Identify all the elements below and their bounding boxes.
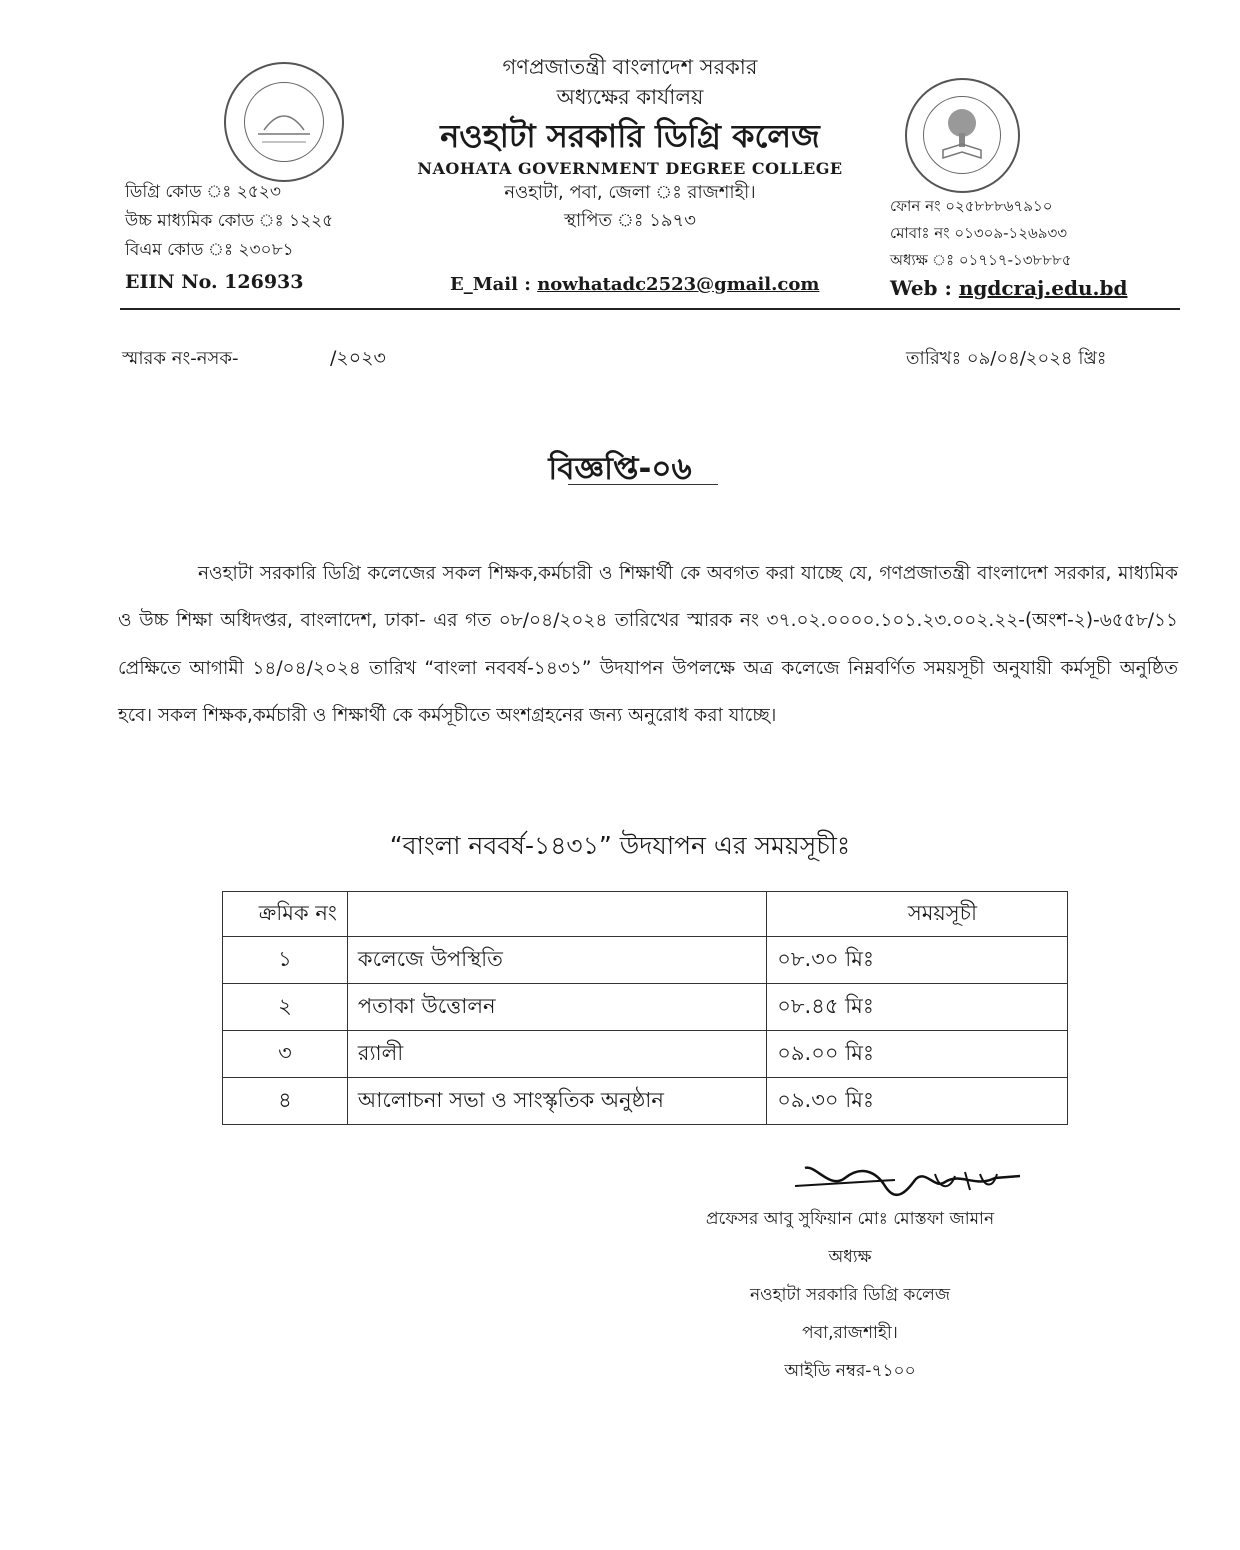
- eiin-number: EIIN No. 126933: [125, 271, 304, 293]
- email-line: [450, 274, 819, 295]
- row-program: পতাকা উত্তোলন: [347, 984, 766, 1031]
- row-serial: ৪: [223, 1078, 348, 1125]
- schedule-table: [222, 891, 1068, 1125]
- header-divider: [120, 308, 1180, 310]
- office-name: অধ্যক্ষের কার্যালয়: [556, 85, 704, 109]
- memo-year: /২০২৩: [330, 347, 386, 369]
- signatory-id: আইডি নম্বর-৭১০০: [784, 1361, 916, 1381]
- row-serial: ১: [223, 937, 348, 984]
- schedule-title: “বাংলা নববর্ষ-১৪৩১” উদযাপন এর সময়সূচীঃ: [389, 831, 851, 860]
- signatory-designation: অধ্যক্ষ: [828, 1247, 872, 1267]
- header-serial: ক্রমিক নং: [223, 892, 348, 937]
- table-row: [223, 984, 1068, 1031]
- web-link[interactable]: ngdcraj.edu.bd: [958, 276, 1128, 300]
- phone-number: ফোন নং ০২৫৮৮৮৬৭৯১০: [890, 197, 1053, 215]
- notice-body: [118, 550, 1178, 739]
- mobile-number: মোবাঃ নং ০১৩০৯-১২৬৯৩৩: [890, 224, 1068, 242]
- row-program: র‍্যালী: [347, 1031, 766, 1078]
- row-serial: ২: [223, 984, 348, 1031]
- row-serial: ৩: [223, 1031, 348, 1078]
- college-seal-left: [224, 62, 344, 182]
- table-row: [223, 1031, 1068, 1078]
- college-seal-right: [905, 78, 1020, 193]
- college-codes: [125, 178, 385, 265]
- college-name-en: NAOHATA GOVERNMENT DEGREE COLLEGE: [417, 159, 843, 178]
- table-row: [223, 1078, 1068, 1125]
- notice-title-underline: [568, 484, 718, 485]
- govt-name: গণপ্রজাতন্ত্রী বাংলাদেশ সরকার: [502, 55, 758, 79]
- degree-code: ডিগ্রি কোড ঃ ২৫২৩: [125, 182, 281, 202]
- row-program: কলেজে উপস্থিতি: [347, 937, 766, 984]
- hsc-code: উচ্চ মাধ্যমিক কোড ঃ ১২২৫: [125, 211, 334, 231]
- contact-numbers: [890, 193, 1150, 274]
- letterhead: [380, 52, 880, 236]
- college-address: নওহাটা, পবা, জেলা ঃ রাজশাহী।: [504, 182, 756, 203]
- principal-number: অধ্যক্ষ ঃ ০১৭১৭-১৩৮৮৮৫: [890, 251, 1072, 269]
- email-link[interactable]: nowhatadc2523@gmail.com: [537, 274, 820, 295]
- row-program: আলোচনা সভা ও সাংস্কৃতিক অনুষ্ঠান: [347, 1078, 766, 1125]
- notice-title: বিজ্ঞপ্তি-০৬: [548, 451, 692, 487]
- table-header-row: [223, 892, 1068, 937]
- email-label: E_Mail :: [450, 274, 531, 295]
- bm-code: বিএম কোড ঃ ২৩০৮১: [125, 240, 294, 260]
- header-program: [347, 892, 766, 937]
- row-time: ০৮.৪৫ মিঃ: [767, 984, 1068, 1031]
- signatory-institution: নওহাটা সরকারি ডিগ্রি কলেজ: [749, 1285, 951, 1305]
- notice-date: তারিখঃ ০৯/০৪/২০২৪ খ্রিঃ: [906, 348, 1107, 369]
- signatory-name: প্রফেসর আবু সুফিয়ান মোঃ মোস্তফা জামান: [705, 1209, 995, 1229]
- row-time: ০৮.৩০ মিঃ: [767, 937, 1068, 984]
- established-year: স্থাপিত ঃ ১৯৭৩: [564, 210, 696, 231]
- signatory-block: [640, 1200, 1060, 1390]
- college-name-bn: নওহাটা সরকারি ডিগ্রি কলেজ: [440, 117, 820, 155]
- header-time: সময়সূচী: [767, 892, 1068, 937]
- web-label: Web :: [890, 276, 952, 300]
- row-time: ০৯.৩০ মিঃ: [767, 1078, 1068, 1125]
- memo-number: স্মারক নং-নসক-: [122, 348, 239, 369]
- table-row: [223, 937, 1068, 984]
- row-time: ০৯.০০ মিঃ: [767, 1031, 1068, 1078]
- notice-body-text: নওহাটা সরকারি ডিগ্রি কলেজের সকল শিক্ষক,কর্মচারী ও শিক্ষার্থী কে অবগত করা যাচ্ছে যে, গণপ্রজাতন্ত্রী বাংলাদেশ সরকার, মাধ্যমিক ও উচ্চ শিক্ষা অধিদপ্তর, বাংলাদেশ, ঢাকা- এর গত ০৮/০৪/২০২৪ তারিখের স্মারক নং ৩৭.০২.০০০০.১০১.২৩.০০২.২২-(অংশ-২)-৬৫৫৮/১১ প্রেক্ষিতে আগামী ১৪/০৪/২০২৪ তারিখ “বাংলা নববর্ষ-১৪৩১” উদযাপন উপলক্ষে অত্র কলেজে নিম্নবর্ণিত সময়সূচী অনুযায়ী কর্মসূচী অনুষ্ঠিত হবে। সকল শিক্ষক,কর্মচারী ও শিক্ষার্থী কে কর্মসূচীতে অংশগ্রহনের জন্য অনুরোধ করা যাচ্ছে।: [118, 563, 1178, 726]
- signatory-location: পবা,রাজশাহী।: [802, 1323, 898, 1343]
- web-line: [890, 276, 1127, 300]
